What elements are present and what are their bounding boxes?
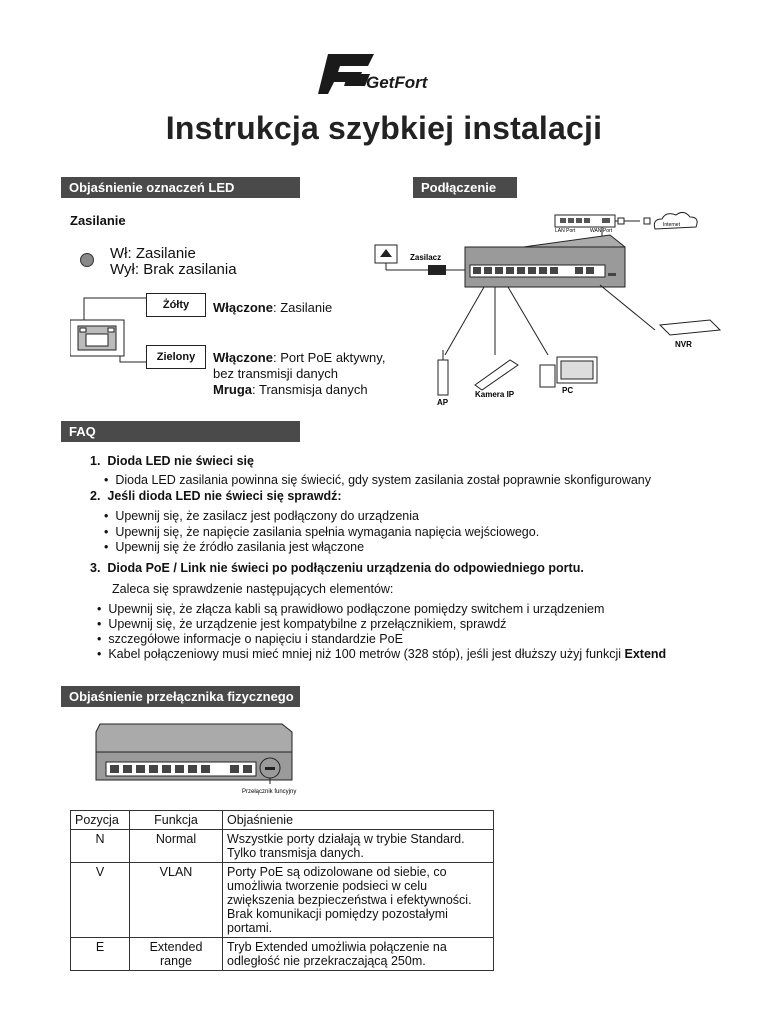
faq-q2-item: • Upewnij się, że zasilacz jest podłączony do urządzenia (104, 509, 419, 523)
table-row: E Extended range Tryb Extended umożliwia połączenie na odległość nie przekraczającą 250m. (71, 938, 494, 971)
table-header: Objaśnienie (223, 811, 494, 830)
yellow-label: Żółty (146, 293, 206, 317)
rj45-port-icon (70, 290, 150, 370)
section-connection: Podłączenie (413, 177, 517, 198)
lan-port-label: LAN Port (555, 228, 576, 234)
pc-icon (540, 357, 597, 387)
switch-icon (465, 235, 625, 287)
faq-q3-item: • Upewnij się, że złącza kabli są prawidłowo podłączone pomiędzy switchem i urządzeniem (97, 602, 605, 616)
nvr-icon (660, 320, 720, 335)
switch-caption: Przełącznik funcyjny (242, 789, 297, 795)
faq-q2-item: • Upewnij się że źródło zasilania jest włączone (104, 540, 365, 554)
connection-diagram (370, 205, 730, 415)
yellow-description: Włączone: Zasilanie (213, 300, 333, 315)
section-faq: FAQ (61, 421, 300, 442)
section-switch: Objaśnienie przełącznika fizycznego (61, 686, 300, 707)
faq-q2: 2. Jeśli dioda LED nie świeci się sprawdź: (90, 489, 342, 503)
faq-q3-item: • Upewnij się, że urządzenie jest kompatybilne z przełącznikiem, sprawdź (97, 617, 507, 631)
faq-q2-item: • Upewnij się, że napięcie zasilania spełnia wymagania napięcia wejściowego. (104, 525, 540, 539)
pc-label: PC (562, 386, 574, 395)
brand-logo (318, 50, 458, 98)
function-table (70, 810, 494, 971)
green-description: Włączone: Port PoE aktywny, bez transmisji danych Mruga: Transmisja danych (213, 350, 386, 397)
faq-q3-intro: Zaleca się sprawdzenie następujących elementów: (112, 582, 394, 596)
table-header: Funkcja (130, 811, 223, 830)
section-led: Objaśnienie oznaczeń LED (61, 177, 300, 198)
internet-label: Internet (663, 222, 680, 228)
power-on-text: Wł: Zasilanie (110, 245, 196, 262)
ip-camera-icon (475, 360, 518, 390)
table-row: V VLAN Porty PoE są odizolowane od siebie, co umożliwia tworzenie podsieci w celu zwiększenia bezpieczeństwa i efektywności. Brak komunikacji pomiędzy pozostałymi portami. (71, 863, 494, 938)
switch-front-illustration (92, 722, 307, 797)
camera-label: Kamera IP (475, 390, 515, 399)
table-row: N Normal Wszystkie porty działają w trybie Standard. Tylko transmisja danych. (71, 830, 494, 863)
table-header: Pozycja (71, 811, 130, 830)
access-point-icon (438, 360, 448, 395)
faq-q3-item: • Kabel połączeniowy musi mieć mniej niż 100 metrów (328 stóp), jeśli jest dłuższy użyj funkcji Extend (97, 647, 667, 661)
power-label: Zasilacz (410, 253, 442, 262)
led-heading: Zasilanie (70, 213, 126, 228)
ap-label: AP (437, 398, 449, 407)
faq-q3-item: • szczegółowe informacje o napięciu i standardzie PoE (97, 632, 403, 646)
green-label: Zielony (146, 345, 206, 369)
power-led-icon (80, 253, 94, 267)
faq-q1-item: • Dioda LED zasilania powinna się świecić, gdy system zasilania został poprawnie skonfigurowany (104, 473, 652, 487)
wan-port-label: WAN Port (590, 228, 613, 234)
page-title: Instrukcja szybkiej instalacji (165, 110, 603, 146)
faq-q3: 3. Dioda PoE / Link nie świeci po podłączeniu urządzenia do odpowiedniego portu. (90, 561, 584, 575)
router-icon (555, 215, 615, 227)
nvr-label: NVR (675, 340, 692, 349)
faq-q1: 1. Dioda LED nie świeci się (90, 454, 254, 468)
power-off-text: Wył: Brak zasilania (110, 261, 237, 278)
brand-name: GetFort (366, 73, 428, 92)
